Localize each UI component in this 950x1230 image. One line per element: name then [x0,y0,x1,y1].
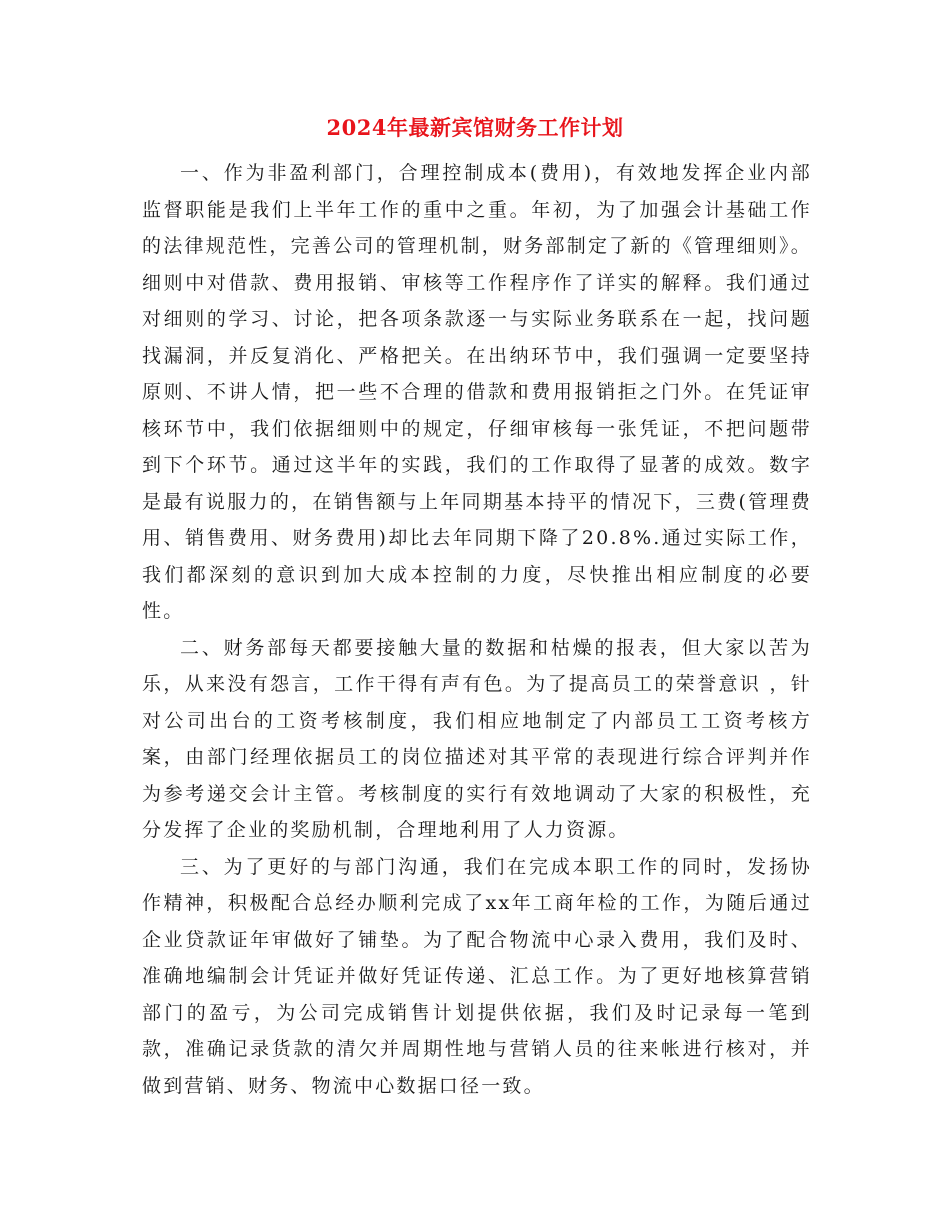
document-title: 2024年最新宾馆财务工作计划 [326,115,624,140]
paragraph-1: 一、作为非盈利部门，合理控制成本(费用)，有效地发挥企业内部监督职能是我们上半年工作的重中之重。年初，为了加强会计基础工作的法律规范性，完善公司的管理机制，财务部制定了新的《管理细则》。细则中对借款、费用报销、审核等工作程序作了详实的解释。我们通过对细则的学习、讨论，把各项条款逐一与实际业务联系在一起，找问题找漏洞，并反复消化、严格把关。在出纳环节中，我们强调一定要坚持原则、不讲人情，把一些不合理的借款和费用报销拒之门外。在凭证审核环节中，我们依据细则中的规定，仔细审核每一张凭证，不把问题带到下个环节。通过这半年的实践，我们的工作取得了显著的成效。数字是最有说服力的，在销售额与上年同期基本持平的情况下，三费(管理费用、销售费用、财务费用)却比去年同期下降了20.8%.通过实际工作，我们都深刻的意识到加大成本控制的力度，尽快推出相应制度的必要性。 [142,162,812,622]
document-body [142,155,812,1104]
paragraph-2: 二、财务部每天都要接触大量的数据和枯燥的报表，但大家以苦为乐，从来没有怨言，工作干得有声有色。为了提高员工的荣誉意识 ，针对公司出台的工资考核制度，我们相应地制定了内部员工工资考核方案，由部门经理依据员工的岗位描述对其平常的表现进行综合评判并作为参考递交会计主管。考核制度的实行有效地调动了大家的积极性，充分发挥了企业的奖励机制，合理地利用了人力资源。 [142,636,812,841]
paragraph-3: 三、为了更好的与部门沟通，我们在完成本职工作的同时，发扬协作精神，积极配合总经办顺利完成了xx年工商年检的工作，为随后通过企业贷款证年审做好了铺垫。为了配合物流中心录入费用，我们及时、准确地编制会计凭证并做好凭证传递、汇总工作。为了更好地核算营销部门的盈亏，为公司完成销售计划提供依据，我们及时记录每一笔到款，准确记录货款的清欠并周期性地与营销人员的往来帐进行核对，并做到营销、财务、物流中心数据口径一致。 [142,855,812,1097]
